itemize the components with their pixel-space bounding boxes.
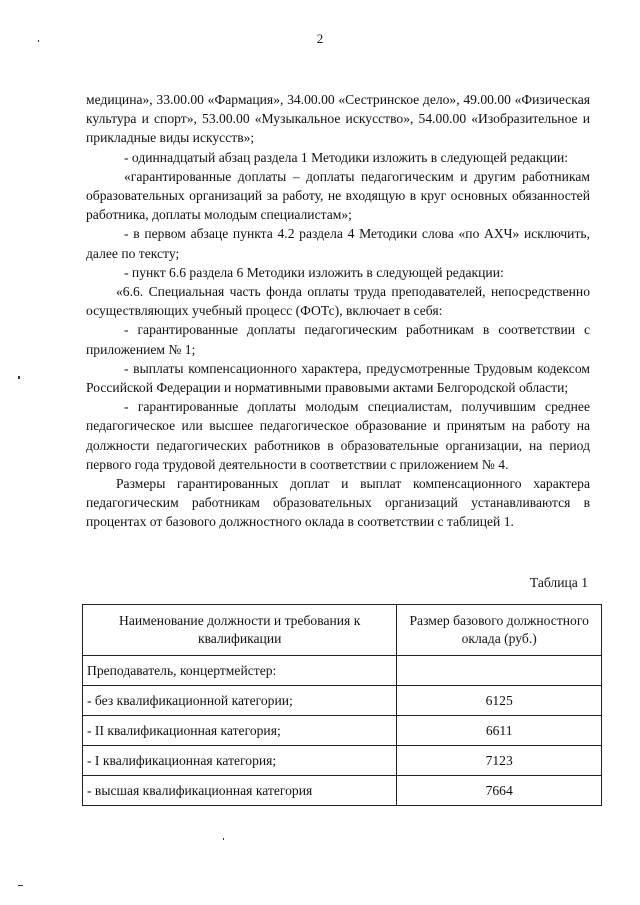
scan-speck: [18, 885, 23, 886]
paragraph-compensation-payments: - выплаты компенсационного характера, предусмотренные Трудовым кодексом Российской Федерации и нормативными правовыми актами Белгородской области;: [86, 360, 590, 396]
paragraph-appendix-1: - гарантированные доплаты педагогическим работникам в соответствии с приложением № 1;: [86, 322, 590, 357]
paragraph-young-specialists: - гарантированные доплаты молодым специалистам, получившим среднее педагогическое или высшее педагогическое образование и принятым на работу на должности педагогических работников в образовательные организации, на период первого года трудовой деятельности в соответствии с приложением № 4.: [86, 399, 590, 472]
salary-table: [82, 604, 602, 806]
paragraph-specialties: медицина», 33.00.00 «Фармация», 34.00.00 «Сестринское дело», 49.00.00 «Физическая культура и спорт», 53.00.00 «Музыкальное искусство», 54.00.00 «Изобразительное и прикладные виды искусств»;: [86, 92, 590, 146]
table-cell-position: - I квалификационная категория;: [83, 746, 397, 776]
paragraph-table-reference: Размеры гарантированных доплат и выплат компенсационного характера педагогическим работникам образовательных организаций устанавливаются в процентах от базового должностного оклада в соответствии с таблицей 1.: [86, 476, 590, 530]
paragraph-amendment-section-1: - одиннадцатый абзац раздела 1 Методики изложить в следующей редакции:: [124, 149, 569, 165]
table-cell-position: - II квалификационная категория;: [83, 716, 397, 746]
table-row: [83, 686, 602, 716]
scan-speck: [38, 40, 39, 42]
table-cell-position: Преподаватель, концертмейстер:: [83, 656, 397, 686]
paragraph-amendment-point-4-2: - в первом абзаце пункта 4.2 раздела 4 Методики слова «по АХЧ» исключить, далее по тексту;: [86, 226, 590, 261]
paragraph-point-6-6: «6.6. Специальная часть фонда оплаты труда преподавателей, непосредственно осуществляющих учебный процесс (ФОТс), включает в себя:: [86, 284, 590, 319]
table-row: [83, 776, 602, 806]
table-cell-position: - без квалификационной категории;: [83, 686, 397, 716]
table-row: [83, 656, 602, 686]
header-position: Наименование должности и требования к квалификации: [83, 605, 397, 656]
table-cell-salary: 6611: [397, 716, 602, 746]
paragraph-guaranteed-payments-definition: «гарантированные доплаты – доплаты педагогическим и другим работникам образовательных организаций за работу, не входящую в круг основных обязанностей работника, доплаты молодым специалистам»;: [86, 168, 590, 223]
document-body: [86, 90, 590, 532]
header-base-salary: Размер базового должностного оклада (руб.): [397, 605, 602, 656]
table-row: [83, 746, 602, 776]
table-cell-salary: 7664: [397, 776, 602, 806]
table-row: [83, 716, 602, 746]
scan-speck: [18, 376, 20, 379]
page-number: 2: [316, 31, 324, 46]
table-caption: Таблица 1: [529, 575, 588, 590]
paragraph-amendment-point-6-6: - пункт 6.6 раздела 6 Методики изложить в следующей редакции:: [124, 264, 504, 280]
table-cell-salary: 6125: [397, 686, 602, 716]
table-cell-position: - высшая квалификационная категория: [83, 776, 397, 806]
table-header-row: [83, 605, 602, 656]
table-cell-salary: [397, 656, 602, 686]
scan-speck: [223, 838, 224, 840]
table-cell-salary: 7123: [397, 746, 602, 776]
